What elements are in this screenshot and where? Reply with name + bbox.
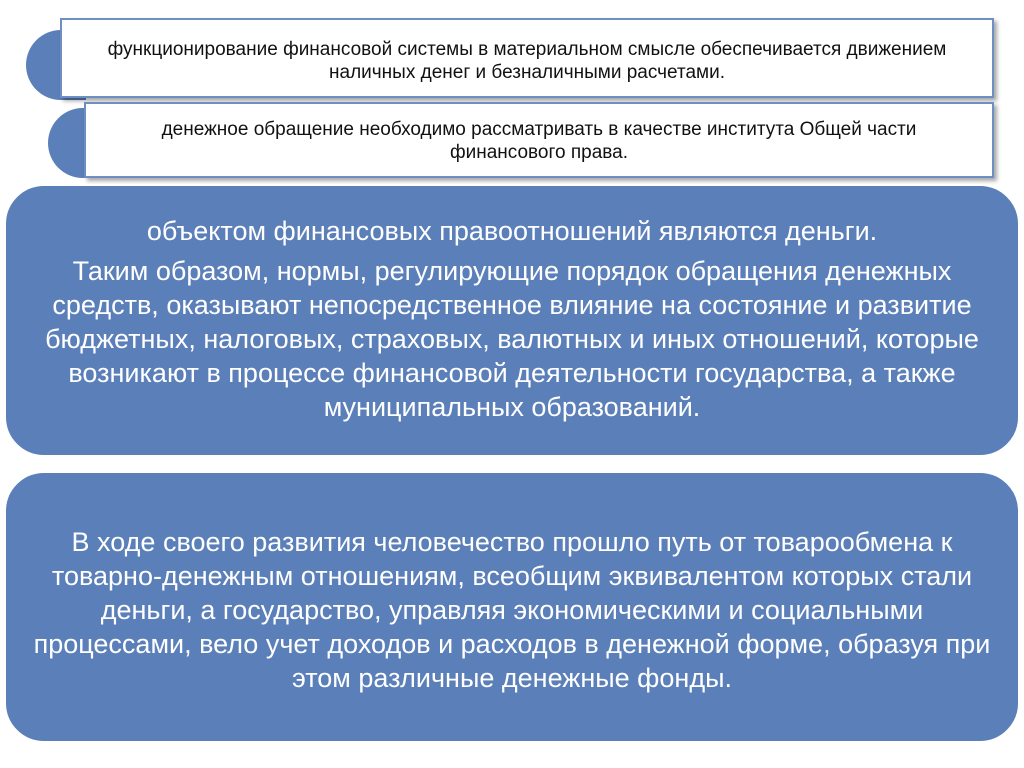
panel-money-object <box>4 184 1020 457</box>
panel-2-body: В ходе своего развития человечество прошло путь от товарообмена к товарно-денежным отношениям, всеобщим эквивалентом которых стали деньги, а государство, управляя экономическими и социальными процессами, вело учет доходов и расходов в денежной форме, образуя при этом различные денежные фонды. <box>33 527 991 693</box>
callout-1-text: функционирование финансовой системы в материальном смысле обеспечивается движением наличных денег и безналичными расчетами. <box>107 39 947 83</box>
panel-1-heading: объектом финансовых правоотношений являются деньги. <box>146 216 878 246</box>
callout-1 <box>60 18 994 98</box>
callout-2 <box>84 102 994 178</box>
panel-1-body: Таким образом, нормы, регулирующие порядок обращения денежных средств, оказывают непосредственное влияние на состояние и развитие бюджетных, налоговых, страховых, валютных и иных отношений, которые возникают в процессе финансовой деятельности государства, а также муниципальных образований. <box>45 256 979 422</box>
panel-history <box>4 471 1020 743</box>
callout-2-text: денежное обращение необходимо рассматривать в качестве института Общей части финансового права. <box>161 119 917 163</box>
